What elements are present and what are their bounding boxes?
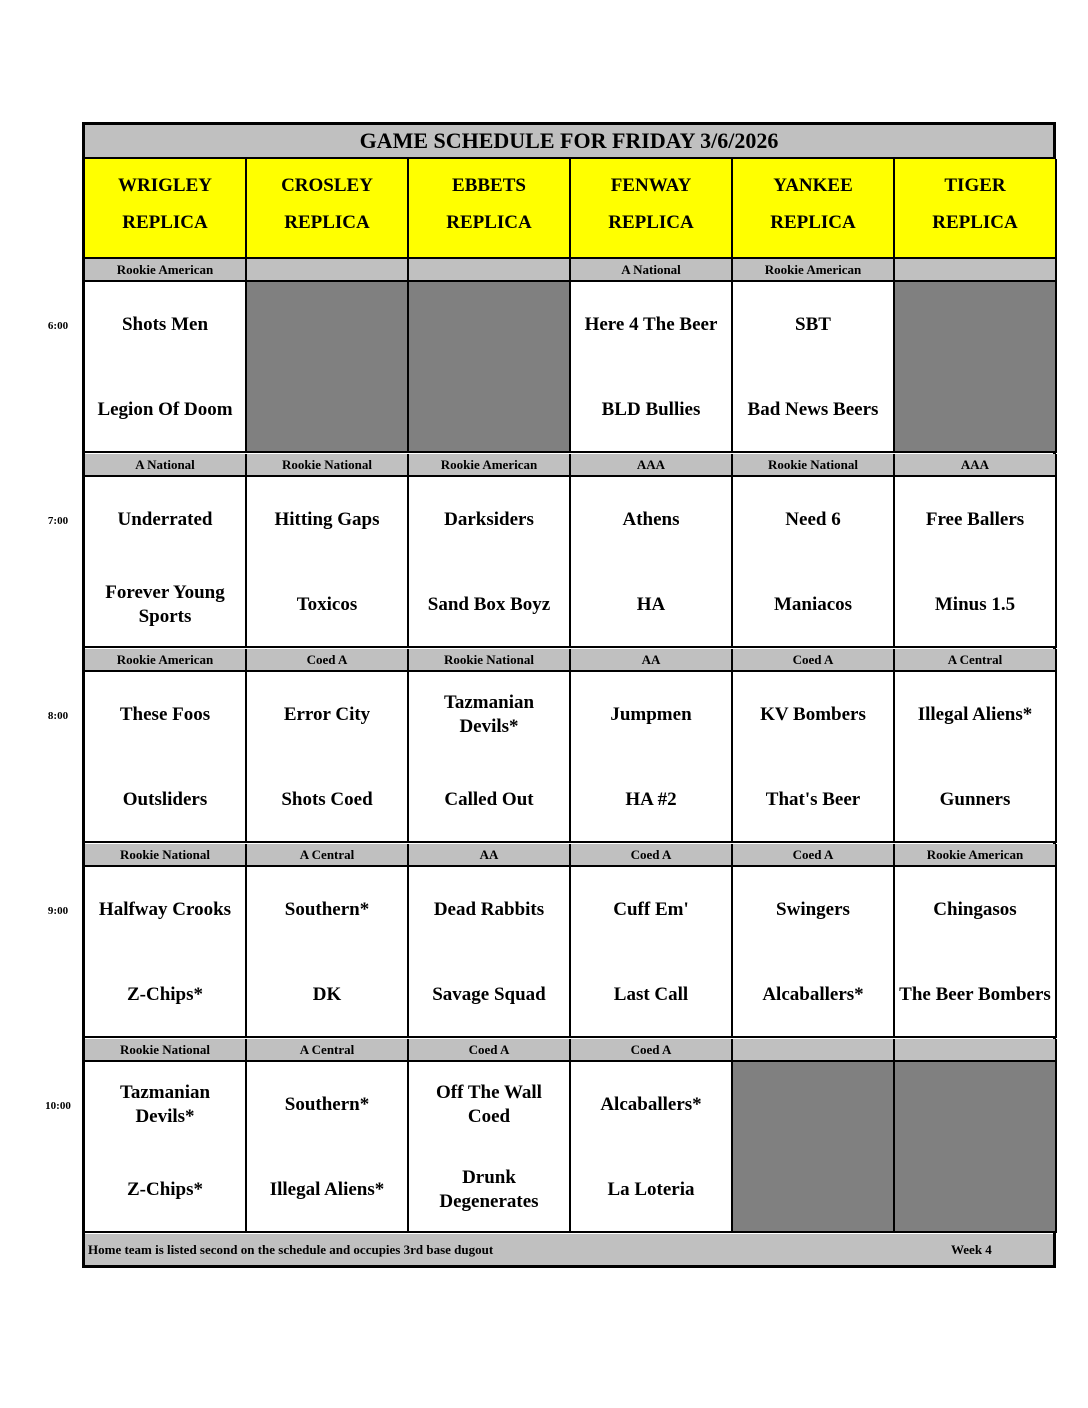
division-label: A Central bbox=[247, 1039, 409, 1062]
home-team: Shots Coed bbox=[281, 789, 373, 810]
away-team: Illegal Aliens* bbox=[917, 704, 1033, 725]
away-team: Tazmanian Devils* bbox=[443, 692, 535, 737]
division-label: AA bbox=[571, 649, 733, 672]
division-label: Rookie National bbox=[85, 844, 247, 867]
division-label: Rookie American bbox=[85, 649, 247, 672]
game-cell bbox=[895, 672, 1057, 843]
away-team: Tazmanian Devils* bbox=[119, 1082, 211, 1127]
field-header-fenway bbox=[571, 159, 733, 259]
division-label: Rookie American bbox=[85, 259, 247, 282]
away-team: These Foos bbox=[119, 704, 211, 725]
game-cell bbox=[247, 1062, 409, 1233]
schedule-title: GAME SCHEDULE FOR FRIDAY 3/6/2026 bbox=[85, 125, 1053, 159]
footer-bar bbox=[85, 1234, 1053, 1265]
game-cell bbox=[571, 672, 733, 843]
division-label: Rookie American bbox=[895, 844, 1057, 867]
away-team: Need 6 bbox=[785, 509, 841, 530]
empty-game-cell bbox=[895, 282, 1057, 453]
division-label bbox=[733, 1039, 895, 1062]
division-label: Rookie National bbox=[247, 454, 409, 477]
home-team: Called Out bbox=[444, 789, 534, 810]
empty-game-cell bbox=[247, 282, 409, 453]
field-subtitle: REPLICA bbox=[284, 212, 370, 233]
home-team: The Beer Bombers bbox=[899, 984, 1051, 1005]
game-cell bbox=[733, 477, 895, 648]
game-cell bbox=[409, 477, 571, 648]
field-header-yankee bbox=[733, 159, 895, 259]
game-cell bbox=[895, 867, 1057, 1038]
field-header-crosley bbox=[247, 159, 409, 259]
game-cell bbox=[247, 477, 409, 648]
game-cell bbox=[733, 867, 895, 1038]
home-team: BLD Bullies bbox=[601, 399, 701, 420]
field-name: WRIGLEY bbox=[118, 175, 212, 196]
home-team: Illegal Aliens* bbox=[269, 1179, 385, 1200]
division-label: Coed A bbox=[409, 1039, 571, 1062]
division-label: AA bbox=[409, 844, 571, 867]
away-team: Dead Rabbits bbox=[433, 899, 545, 920]
division-label: A Central bbox=[895, 649, 1057, 672]
home-team: DK bbox=[312, 984, 342, 1005]
division-label bbox=[409, 259, 571, 282]
home-team: Outsliders bbox=[122, 789, 208, 810]
game-cell bbox=[247, 867, 409, 1038]
home-team: Minus 1.5 bbox=[934, 594, 1016, 615]
home-team: Alcaballers* bbox=[762, 984, 864, 1005]
game-cell bbox=[571, 1062, 733, 1233]
division-label: Rookie American bbox=[409, 454, 571, 477]
away-team: Southern* bbox=[284, 899, 370, 920]
game-cell bbox=[85, 282, 247, 453]
field-subtitle: REPLICA bbox=[932, 212, 1018, 233]
division-label bbox=[895, 1039, 1057, 1062]
division-label bbox=[895, 259, 1057, 282]
week-label: Week 4 bbox=[951, 1242, 992, 1257]
home-team: Sand Box Boyz bbox=[427, 594, 551, 615]
game-cell bbox=[409, 1062, 571, 1233]
division-label: Coed A bbox=[571, 844, 733, 867]
schedule-sheet bbox=[82, 122, 1056, 1268]
time-label: 8:00 bbox=[47, 710, 69, 722]
footer-note: Home team is listed second on the schedule and occupies 3rd base dugout bbox=[88, 1242, 494, 1257]
game-cell bbox=[895, 477, 1057, 648]
division-label: Rookie American bbox=[733, 259, 895, 282]
home-team: Legion Of Doom bbox=[97, 399, 233, 420]
game-cell bbox=[85, 477, 247, 648]
home-team: Forever Young Sports bbox=[105, 582, 225, 627]
empty-game-cell bbox=[895, 1062, 1057, 1233]
home-team: That's Beer bbox=[765, 789, 861, 810]
game-cell bbox=[571, 282, 733, 453]
game-cell bbox=[409, 672, 571, 843]
away-team: Shots Men bbox=[121, 314, 209, 335]
away-team: Free Ballers bbox=[925, 509, 1025, 530]
away-team: Cuff Em' bbox=[613, 899, 689, 920]
field-name: EBBETS bbox=[452, 175, 526, 196]
empty-game-cell bbox=[409, 282, 571, 453]
time-label: 7:00 bbox=[47, 515, 69, 527]
field-name: TIGER bbox=[944, 175, 1006, 196]
field-subtitle: REPLICA bbox=[446, 212, 532, 233]
time-label: 9:00 bbox=[47, 905, 69, 917]
game-cell bbox=[85, 867, 247, 1038]
home-team: HA bbox=[636, 594, 666, 615]
away-team: Underrated bbox=[117, 509, 213, 530]
home-team: Gunners bbox=[939, 789, 1011, 810]
away-team: Chingasos bbox=[933, 899, 1017, 920]
away-team: Alcaballers* bbox=[600, 1094, 702, 1115]
field-subtitle: REPLICA bbox=[122, 212, 208, 233]
away-team: Halfway Crooks bbox=[98, 899, 232, 920]
game-cell bbox=[85, 672, 247, 843]
field-name: YANKEE bbox=[773, 175, 853, 196]
division-label: Coed A bbox=[733, 649, 895, 672]
away-team: Darksiders bbox=[444, 509, 534, 530]
division-label: Rookie National bbox=[733, 454, 895, 477]
away-team: Southern* bbox=[284, 1094, 370, 1115]
field-subtitle: REPLICA bbox=[770, 212, 856, 233]
game-cell bbox=[733, 282, 895, 453]
division-label: Coed A bbox=[733, 844, 895, 867]
game-cell bbox=[571, 867, 733, 1038]
home-team: Savage Squad bbox=[432, 984, 546, 1005]
division-label: Coed A bbox=[571, 1039, 733, 1062]
division-label: AAA bbox=[571, 454, 733, 477]
game-cell bbox=[409, 867, 571, 1038]
away-team: Here 4 The Beer bbox=[584, 314, 718, 335]
time-label: 10:00 bbox=[45, 1100, 71, 1112]
away-team: Error City bbox=[283, 704, 371, 725]
away-team: Athens bbox=[622, 509, 680, 530]
away-team: Off The Wall Coed bbox=[436, 1082, 542, 1127]
home-team: Bad News Beers bbox=[747, 399, 879, 420]
home-team: Last Call bbox=[613, 984, 689, 1005]
home-team: Z-Chips* bbox=[126, 1179, 204, 1200]
division-label bbox=[247, 259, 409, 282]
home-team: Drunk Degenerates bbox=[439, 1167, 539, 1212]
away-team: Hitting Gaps bbox=[274, 509, 380, 530]
away-team: Jumpmen bbox=[610, 704, 692, 725]
home-team: Toxicos bbox=[296, 594, 358, 615]
division-label: A National bbox=[571, 259, 733, 282]
home-team: Maniacos bbox=[773, 594, 853, 615]
game-cell bbox=[733, 672, 895, 843]
away-team: Swingers bbox=[776, 899, 850, 920]
time-label: 6:00 bbox=[47, 320, 69, 332]
field-header-wrigley bbox=[85, 159, 247, 259]
field-header-ebbets bbox=[409, 159, 571, 259]
field-header-tiger bbox=[895, 159, 1057, 259]
away-team: KV Bombers bbox=[760, 704, 866, 725]
division-label: A National bbox=[85, 454, 247, 477]
empty-game-cell bbox=[733, 1062, 895, 1233]
away-team: SBT bbox=[795, 314, 831, 335]
home-team: La Loteria bbox=[607, 1179, 695, 1200]
home-team: HA #2 bbox=[625, 789, 677, 810]
home-team: Z-Chips* bbox=[126, 984, 204, 1005]
field-subtitle: REPLICA bbox=[608, 212, 694, 233]
game-cell bbox=[571, 477, 733, 648]
field-name: FENWAY bbox=[610, 175, 692, 196]
division-label: AAA bbox=[895, 454, 1057, 477]
game-cell bbox=[85, 1062, 247, 1233]
division-label: Coed A bbox=[247, 649, 409, 672]
division-label: Rookie National bbox=[409, 649, 571, 672]
field-name: CROSLEY bbox=[281, 175, 373, 196]
game-cell bbox=[247, 672, 409, 843]
division-label: A Central bbox=[247, 844, 409, 867]
division-label: Rookie National bbox=[85, 1039, 247, 1062]
